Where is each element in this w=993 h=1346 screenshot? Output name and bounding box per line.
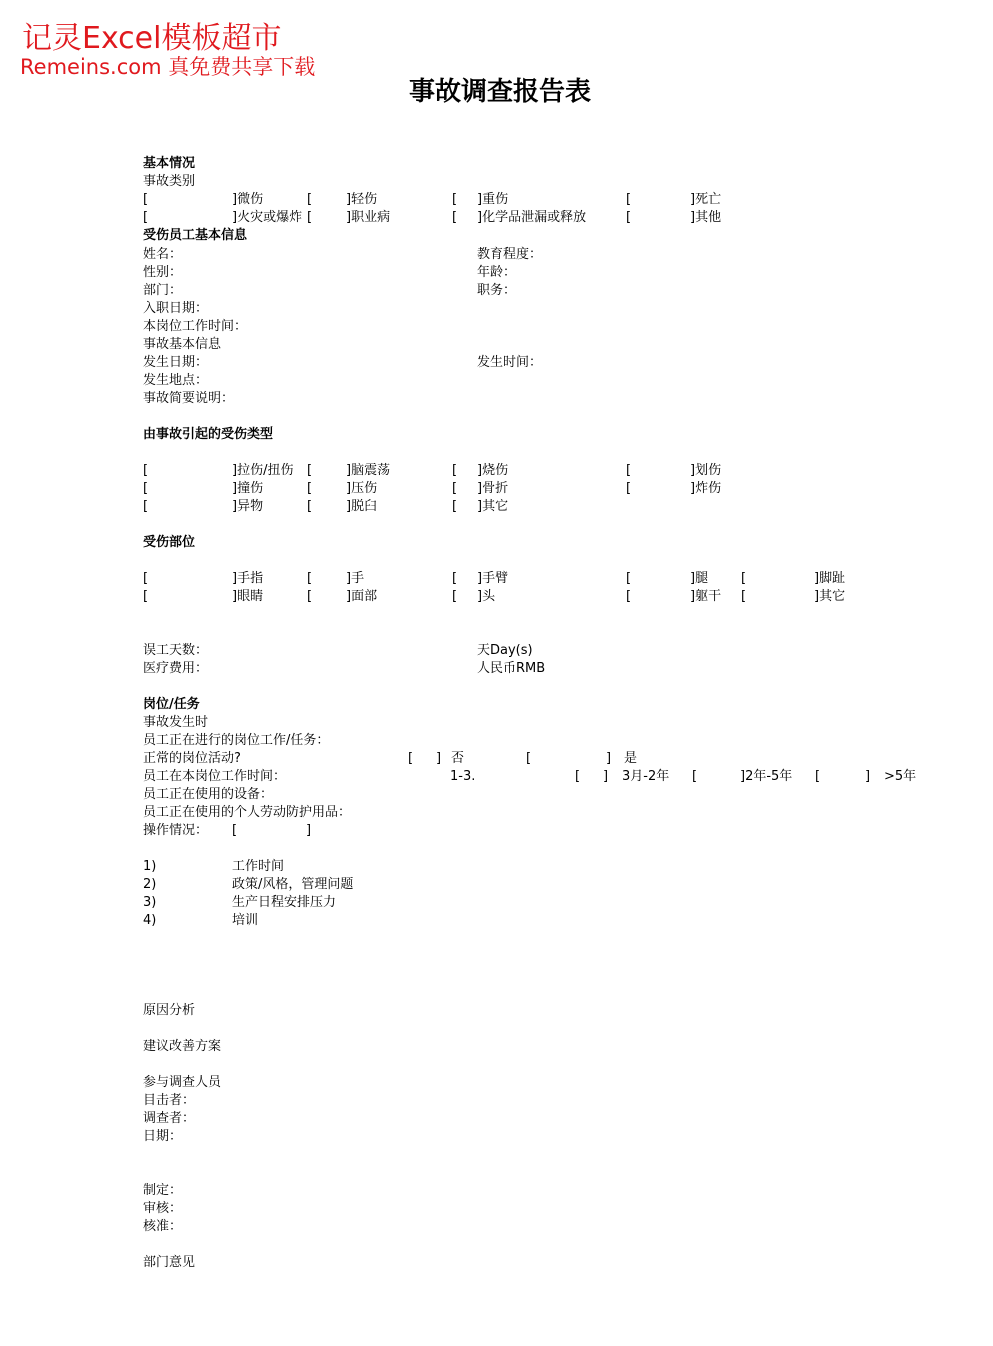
- option-light-injury: ]轻伤: [346, 192, 378, 207]
- option-finger: ]手指: [232, 571, 264, 586]
- field-ppe: 员工正在使用的个人劳动防护用品：: [143, 805, 352, 820]
- accident-category-label: 事故类别: [143, 174, 196, 189]
- field-age: 年龄：: [477, 265, 517, 280]
- field-normal-activity: 正常的岗位活动?: [143, 751, 241, 766]
- option-bruise: ]撞伤: [232, 481, 264, 496]
- factor-number: 3): [143, 895, 157, 910]
- option-crush: ]压伤: [346, 481, 378, 496]
- checkbox-bracket[interactable]: ]: [306, 823, 312, 838]
- option-foreign-body: ]异物: [232, 499, 264, 514]
- checkbox-bracket[interactable]: ]: [436, 751, 442, 766]
- section-cause-analysis: 原因分析: [143, 1003, 196, 1018]
- option-fire-explosion: ]火灾或爆炸: [232, 210, 303, 225]
- checkbox-bracket[interactable]: [: [452, 571, 458, 586]
- factor-text: 培训: [232, 913, 259, 928]
- checkbox-bracket[interactable]: [: [741, 571, 747, 586]
- section-department-opinion: 部门意见: [143, 1255, 196, 1270]
- factor-number: 4): [143, 913, 157, 928]
- option-concussion: ]脑震荡: [346, 463, 391, 478]
- field-made-by: 制定：: [143, 1183, 183, 1198]
- section-accident-heading: 事故基本信息: [143, 337, 222, 352]
- checkbox-bracket[interactable]: [: [307, 499, 313, 514]
- checkbox-bracket[interactable]: [: [626, 481, 632, 496]
- page-title: 事故调查报告表: [408, 77, 591, 107]
- field-accident-place: 发生地点：: [143, 373, 209, 388]
- factor-text: 生产日程安排压力: [232, 895, 337, 910]
- checkbox-bracket[interactable]: [: [143, 499, 149, 514]
- option-other: ]其他: [690, 210, 722, 225]
- field-witness: 目击者：: [143, 1093, 196, 1108]
- section-injury-type-heading: 由事故引起的受伤类型: [143, 427, 274, 442]
- option-arm: ]手臂: [477, 571, 509, 586]
- checkbox-bracket[interactable]: [: [626, 210, 632, 225]
- checkbox-bracket[interactable]: ]: [606, 751, 612, 766]
- section-improvement-plan: 建议改善方案: [143, 1039, 222, 1054]
- checkbox-bracket[interactable]: [: [143, 481, 149, 496]
- option-sprain: ]拉伤/扭伤: [232, 463, 294, 478]
- field-approved-by: 核准：: [143, 1219, 183, 1234]
- section-basic-heading: 基本情况: [143, 156, 196, 171]
- field-operation: 操作情况：: [143, 823, 209, 838]
- factor-number: 2): [143, 877, 157, 892]
- field-job-tenure: 员工在本岗位工作时间：: [143, 769, 287, 784]
- checkbox-bracket[interactable]: [: [143, 463, 149, 478]
- medical-cost-unit: 人民币RMB: [477, 661, 546, 676]
- field-position: 职务：: [477, 283, 517, 298]
- option-dislocation: ]脱臼: [346, 499, 378, 514]
- checkbox-bracket[interactable]: [: [452, 481, 458, 496]
- checkbox-bracket[interactable]: [: [692, 769, 698, 784]
- option-hand: ]手: [346, 571, 365, 586]
- lost-days-unit: 天Day(s): [477, 643, 533, 658]
- checkbox-bracket[interactable]: [: [307, 571, 313, 586]
- checkbox-bracket[interactable]: [: [143, 589, 149, 604]
- checkbox-bracket[interactable]: [: [741, 589, 747, 604]
- checkbox-bracket[interactable]: ]: [865, 769, 871, 784]
- checkbox-bracket[interactable]: [: [307, 481, 313, 496]
- job-when-label: 事故发生时: [143, 715, 209, 730]
- checkbox-bracket[interactable]: [: [307, 210, 313, 225]
- field-investigation-date: 日期：: [143, 1129, 183, 1144]
- option-eye: ]眼睛: [232, 589, 264, 604]
- field-gender: 性别：: [143, 265, 183, 280]
- checkbox-bracket[interactable]: [: [143, 571, 149, 586]
- option-tenure-2y-5y: ]2年-5年: [740, 769, 793, 784]
- checkbox-bracket[interactable]: [: [452, 463, 458, 478]
- field-hire-date: 入职日期：: [143, 301, 209, 316]
- field-accident-date: 发生日期：: [143, 355, 209, 370]
- option-other-part: ]其它: [814, 589, 846, 604]
- option-face: ]面部: [346, 589, 378, 604]
- option-burn: ]烧伤: [477, 463, 509, 478]
- watermark-brand: 记灵Excel模板超市: [22, 21, 282, 56]
- option-other-injury: ]其它: [477, 499, 509, 514]
- checkbox-bracket[interactable]: [: [626, 192, 632, 207]
- watermark-site: Remeins.com 真免费共享下载: [20, 55, 316, 79]
- checkbox-bracket[interactable]: [: [626, 589, 632, 604]
- field-equipment: 员工正在使用的设备：: [143, 787, 274, 802]
- field-name: 姓名：: [143, 247, 183, 262]
- option-tenure-over-5y: >5年: [884, 769, 917, 784]
- option-tenure-3m-2y: 3月-2年: [622, 769, 670, 784]
- field-lost-days: 误工天数：: [143, 643, 209, 658]
- field-department: 部门：: [143, 283, 183, 298]
- option-cut: ]划伤: [690, 463, 722, 478]
- checkbox-bracket[interactable]: [: [452, 499, 458, 514]
- field-accident-summary: 事故简要说明：: [143, 391, 235, 406]
- checkbox-bracket[interactable]: ]: [603, 769, 609, 784]
- factor-text: 政策/风格，管理问题: [232, 877, 354, 892]
- option-occupational-disease: ]职业病: [346, 210, 391, 225]
- checkbox-bracket[interactable]: [: [452, 210, 458, 225]
- checkbox-bracket[interactable]: [: [307, 463, 313, 478]
- field-tenure: 本岗位工作时间：: [143, 319, 248, 334]
- field-medical-cost: 医疗费用：: [143, 661, 209, 676]
- option-torso: ]躯干: [690, 589, 722, 604]
- checkbox-bracket[interactable]: [: [452, 192, 458, 207]
- option-death: ]死亡: [690, 192, 722, 207]
- section-job-heading: 岗位/任务: [143, 697, 200, 712]
- option-head: ]头: [477, 589, 496, 604]
- checkbox-bracket[interactable]: [: [307, 589, 313, 604]
- checkbox-bracket[interactable]: [: [526, 751, 532, 766]
- field-investigator: 调查者：: [143, 1111, 196, 1126]
- checkbox-bracket[interactable]: [: [143, 192, 149, 207]
- checkbox-bracket[interactable]: [: [408, 751, 414, 766]
- checkbox-bracket[interactable]: [: [626, 463, 632, 478]
- option-yes: 是: [624, 751, 638, 766]
- section-body-part-heading: 受伤部位: [143, 535, 196, 550]
- checkbox-bracket[interactable]: [: [815, 769, 821, 784]
- section-investigators: 参与调查人员: [143, 1075, 222, 1090]
- checkbox-bracket[interactable]: [: [232, 823, 238, 838]
- option-minor-injury: ]微伤: [232, 192, 264, 207]
- checkbox-bracket[interactable]: [: [575, 769, 581, 784]
- section-employee-heading: 受伤员工基本信息: [143, 228, 248, 243]
- option-no: 否: [451, 751, 465, 766]
- option-chemical-leak: ]化学品泄漏或释放: [477, 210, 587, 225]
- field-current-task: 员工正在进行的岗位工作/任务：: [143, 733, 330, 748]
- checkbox-bracket[interactable]: [: [626, 571, 632, 586]
- field-accident-time: 发生时间：: [477, 355, 543, 370]
- factor-number: 1): [143, 859, 157, 874]
- checkbox-bracket[interactable]: [: [143, 210, 149, 225]
- option-tenure-1-3: 1-3.: [450, 769, 476, 784]
- field-reviewed-by: 审核：: [143, 1201, 183, 1216]
- option-blast: ]炸伤: [690, 481, 722, 496]
- checkbox-bracket[interactable]: [: [307, 192, 313, 207]
- factor-text: 工作时间: [232, 859, 285, 874]
- field-education: 教育程度：: [477, 247, 543, 262]
- option-leg: ]腿: [690, 571, 709, 586]
- checkbox-bracket[interactable]: [: [452, 589, 458, 604]
- option-toe: ]脚趾: [814, 571, 846, 586]
- option-serious-injury: ]重伤: [477, 192, 509, 207]
- option-fracture: ]骨折: [477, 481, 509, 496]
